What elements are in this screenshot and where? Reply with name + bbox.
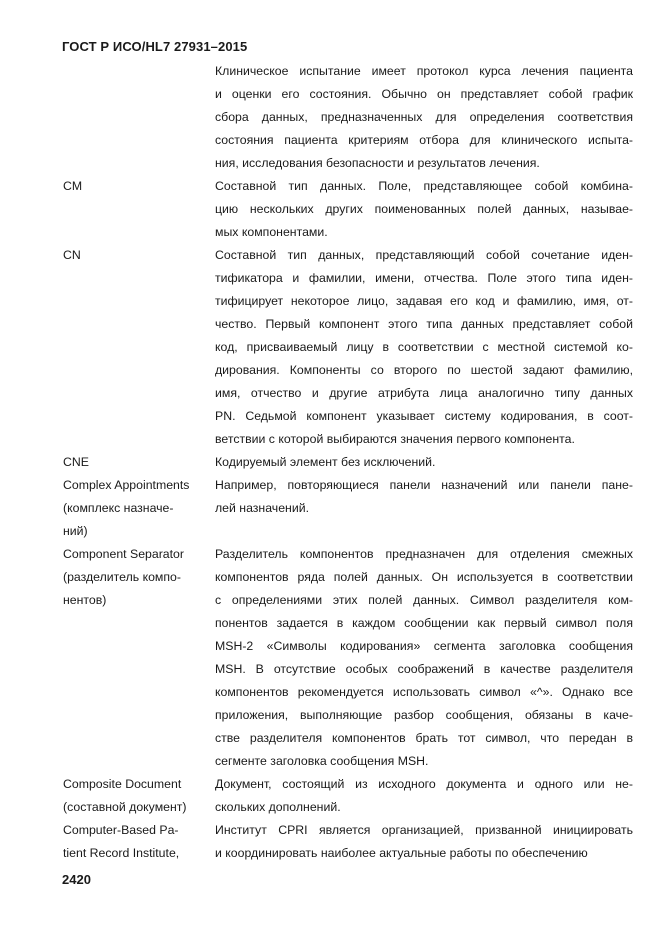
glossary-entry	[0, 819, 661, 865]
entry-definition	[215, 474, 633, 543]
definition-line: стве разделителя компонентов брать тот символ, что передан в	[215, 731, 633, 745]
definition-line: и координировать наиболее актуальные работы по обеспечению	[215, 846, 588, 860]
definition-line: PN. Седьмой компонент указывает систему кодирования, в соот-	[215, 409, 633, 423]
glossary-entry	[0, 474, 661, 543]
definition-line: и оценки его состояния. Обычно он представляет собой график	[215, 87, 633, 101]
term-line: CN	[63, 248, 81, 262]
term-line: (комплекс назначе-	[63, 501, 174, 515]
definition-line: лей назначений.	[215, 501, 309, 515]
entry-term	[63, 773, 213, 819]
definition-line: Документ, состоящий из исходного документа и одного или не-	[215, 777, 633, 791]
term-line: (разделитель компо-	[63, 570, 181, 584]
definition-line: ния, исследования безопасности и результатов лечения.	[215, 156, 540, 170]
glossary-list	[0, 60, 661, 865]
definition-line: чество. Первый компонент этого типа данных представляет собой	[215, 317, 633, 331]
entry-definition	[215, 175, 633, 244]
definition-line: скольких дополнений.	[215, 800, 341, 814]
term-line: Component Separator	[63, 547, 184, 561]
entry-definition	[215, 60, 633, 175]
definition-line: тификатора и фамилии, имени, отчества. Поле этого типа иден-	[215, 271, 633, 285]
definition-line: дирования. Компоненты со второго по шестой задают фамилию,	[215, 363, 633, 377]
document-header: ГОСТ Р ИСО/HL7 27931–2015	[62, 39, 248, 54]
definition-line: Кодируемый элемент без исключений.	[215, 455, 436, 469]
definition-line: код, присваиваемый лицу в соответствии с местной системой ко-	[215, 340, 633, 354]
glossary-entry	[0, 451, 661, 474]
term-line: Complex Appointments	[63, 478, 190, 492]
definition-line: Разделитель компонентов предназначен для отделения смежных	[215, 547, 633, 561]
term-line: нентов)	[63, 593, 107, 607]
entry-term	[63, 175, 213, 198]
definition-line: Институт CPRI является организацией, призванной инициировать	[215, 823, 633, 837]
entry-term	[63, 819, 213, 865]
definition-line: состояния пациента критериям отбора для клинического испыта-	[215, 133, 633, 147]
definition-line: Например, повторяющиеся панели назначений или панели пане-	[215, 478, 633, 492]
term-line: ний)	[63, 524, 88, 538]
term-line: (составной документ)	[63, 800, 187, 814]
entry-definition	[215, 773, 633, 819]
definition-line: MSH. В отсутствие особых соображений в качестве разделителя	[215, 662, 633, 676]
term-line: Composite Document	[63, 777, 182, 791]
definition-line: имя, отчество и другие атрибута лица аналогично типу данных	[215, 386, 633, 400]
entry-term	[63, 451, 213, 474]
definition-line: цию нескольких других поименованных полей данных, называе-	[215, 202, 633, 216]
glossary-entry	[0, 60, 661, 175]
definition-line: мых компонентами.	[215, 225, 328, 239]
definition-line: Составной тип данных. Поле, представляющее собой комбина-	[215, 179, 633, 193]
glossary-entry	[0, 773, 661, 819]
definition-line: тифицирует некоторое лицо, задавая его код и фамилию, имя, от-	[215, 294, 633, 308]
entry-definition	[215, 244, 633, 451]
glossary-entry	[0, 244, 661, 451]
term-line: CNE	[63, 455, 89, 469]
entry-definition	[215, 451, 633, 474]
glossary-entry	[0, 175, 661, 244]
term-line: Computer-Based Pa-	[63, 823, 179, 837]
entry-definition	[215, 543, 633, 773]
definition-line: Составной тип данных, представляющий собой сочетание иден-	[215, 248, 633, 262]
definition-line: компонентов ряда полей данных. Он используется в соответствии	[215, 570, 633, 584]
glossary-entry	[0, 543, 661, 773]
definition-line: с определениями этих полей данных. Символ разделителя ком-	[215, 593, 633, 607]
definition-line: MSH-2 «Символы кодирования» сегмента заголовка сообщения	[215, 639, 633, 653]
definition-line: сбора данных, предназначенных для определения соответствия	[215, 110, 633, 124]
entry-term	[63, 543, 213, 612]
definition-line: понентов задается в каждом сообщении как первый символ поля	[215, 616, 633, 630]
definition-line: приложения, выполняющие разбор сообщения, обязаны в каче-	[215, 708, 633, 722]
definition-line: ветствии с которой выбираются значения первого компонента.	[215, 432, 575, 446]
definition-line: компонентов рекомендуется использовать символ «^». Однако все	[215, 685, 633, 699]
term-line: CM	[63, 179, 83, 193]
entry-term	[63, 474, 213, 543]
definition-line: сегменте заголовка сообщения MSH.	[215, 754, 429, 768]
page-number: 2420	[62, 872, 91, 887]
definition-line: Клиническое испытание имеет протокол курса лечения пациента	[215, 64, 633, 78]
term-line: tient Record Institute,	[63, 846, 180, 860]
entry-definition	[215, 819, 633, 865]
spacer-line	[215, 520, 633, 543]
entry-term	[63, 244, 213, 267]
